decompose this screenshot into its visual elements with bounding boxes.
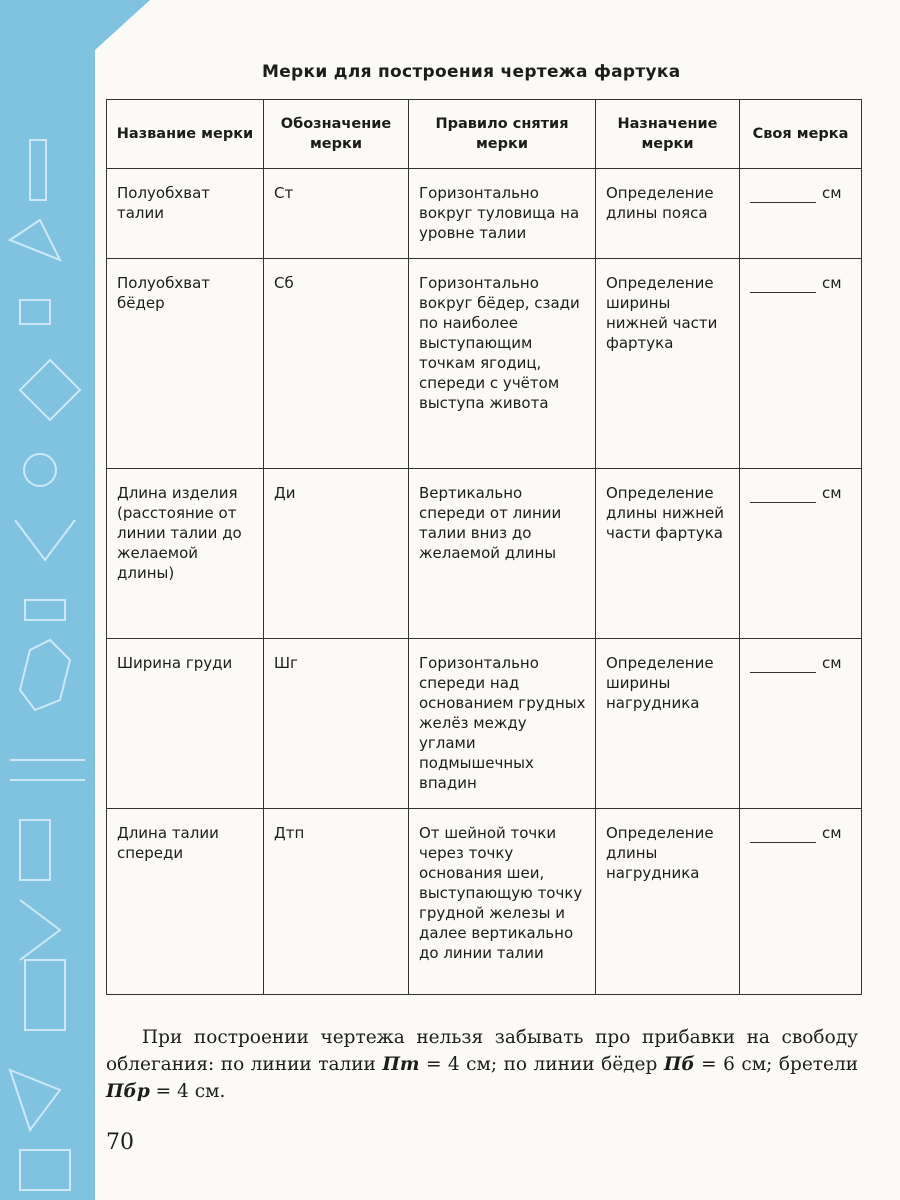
note-text: = 6 см; бретели bbox=[701, 1054, 859, 1075]
note-text: = 4 см. bbox=[155, 1081, 226, 1102]
table-row bbox=[107, 259, 862, 469]
cell-purpose: Определение ширины нижней части фартука bbox=[596, 259, 740, 469]
cell-code: Дтп bbox=[264, 809, 409, 995]
decorative-side-band bbox=[0, 0, 95, 1200]
cell-rule: Горизонтально вокруг бёдер, сзади по наиболее выступающим точкам ягодиц, спереди с учётом выступа живота bbox=[409, 259, 596, 469]
table-row bbox=[107, 639, 862, 809]
strap-allowance-symbol: Пбр bbox=[106, 1081, 150, 1102]
own-value-field[interactable] bbox=[750, 488, 816, 503]
cell-rule: Горизонтально вокруг туловища на уровне талии bbox=[409, 169, 596, 259]
table-header-row bbox=[107, 100, 862, 169]
table-row bbox=[107, 169, 862, 259]
cell-rule: От шейной точки через точку основания шеи, выступающую точку грудной железы и далее вертикально до линии талии bbox=[409, 809, 596, 995]
measurements-table bbox=[106, 99, 862, 995]
allowance-note bbox=[106, 1024, 858, 1105]
table-row bbox=[107, 809, 862, 995]
cell-name: Полуобхват бёдер bbox=[107, 259, 264, 469]
cell-purpose: Определение длины нагрудника bbox=[596, 809, 740, 995]
cell-code: Ст bbox=[264, 169, 409, 259]
note-text: При построении чертежа нельзя забывать про прибавки на свободу облегания: по линии талии bbox=[106, 1027, 858, 1075]
cell-name: Ширина груди bbox=[107, 639, 264, 809]
unit-label: см bbox=[822, 824, 842, 842]
unit-label: см bbox=[822, 274, 842, 292]
waist-allowance-symbol: Пт bbox=[382, 1054, 420, 1075]
header-rule: Правило снятия мерки bbox=[409, 100, 596, 169]
cell-purpose: Определение длины пояса bbox=[596, 169, 740, 259]
decorative-corner bbox=[0, 0, 150, 50]
table-row bbox=[107, 469, 862, 639]
note-text: = 4 см; по линии бёдер bbox=[425, 1054, 658, 1075]
cell-own bbox=[740, 169, 862, 259]
unit-label: см bbox=[822, 184, 842, 202]
cell-own bbox=[740, 259, 862, 469]
own-value-field[interactable] bbox=[750, 658, 816, 673]
cell-code: Шг bbox=[264, 639, 409, 809]
page-number: 70 bbox=[106, 1130, 134, 1155]
unit-label: см bbox=[822, 654, 842, 672]
cell-code: Сб bbox=[264, 259, 409, 469]
own-value-field[interactable] bbox=[750, 188, 816, 203]
cell-purpose: Определение длины нижней части фартука bbox=[596, 469, 740, 639]
page-title: Мерки для построения чертежа фартука bbox=[262, 62, 681, 82]
cell-name: Длина изделия (расстояние от линии талии до желаемой длины) bbox=[107, 469, 264, 639]
header-name: Название мерки bbox=[107, 100, 264, 169]
cell-rule: Горизонтально спереди над основанием грудных желёз между углами подмышечных впадин bbox=[409, 639, 596, 809]
cell-rule: Вертикально спереди от линии талии вниз до желаемой длины bbox=[409, 469, 596, 639]
header-purpose: Назначение мерки bbox=[596, 100, 740, 169]
own-value-field[interactable] bbox=[750, 278, 816, 293]
header-own: Своя мерка bbox=[740, 100, 862, 169]
own-value-field[interactable] bbox=[750, 828, 816, 843]
cell-name: Длина талии спереди bbox=[107, 809, 264, 995]
cell-own bbox=[740, 639, 862, 809]
cell-purpose: Определение ширины нагрудника bbox=[596, 639, 740, 809]
cell-code: Ди bbox=[264, 469, 409, 639]
geometric-pattern bbox=[0, 0, 95, 1200]
hip-allowance-symbol: Пб bbox=[663, 1054, 695, 1075]
header-code: Обозначение мерки bbox=[264, 100, 409, 169]
cell-own bbox=[740, 809, 862, 995]
unit-label: см bbox=[822, 484, 842, 502]
cell-name: Полуобхват талии bbox=[107, 169, 264, 259]
cell-own bbox=[740, 469, 862, 639]
